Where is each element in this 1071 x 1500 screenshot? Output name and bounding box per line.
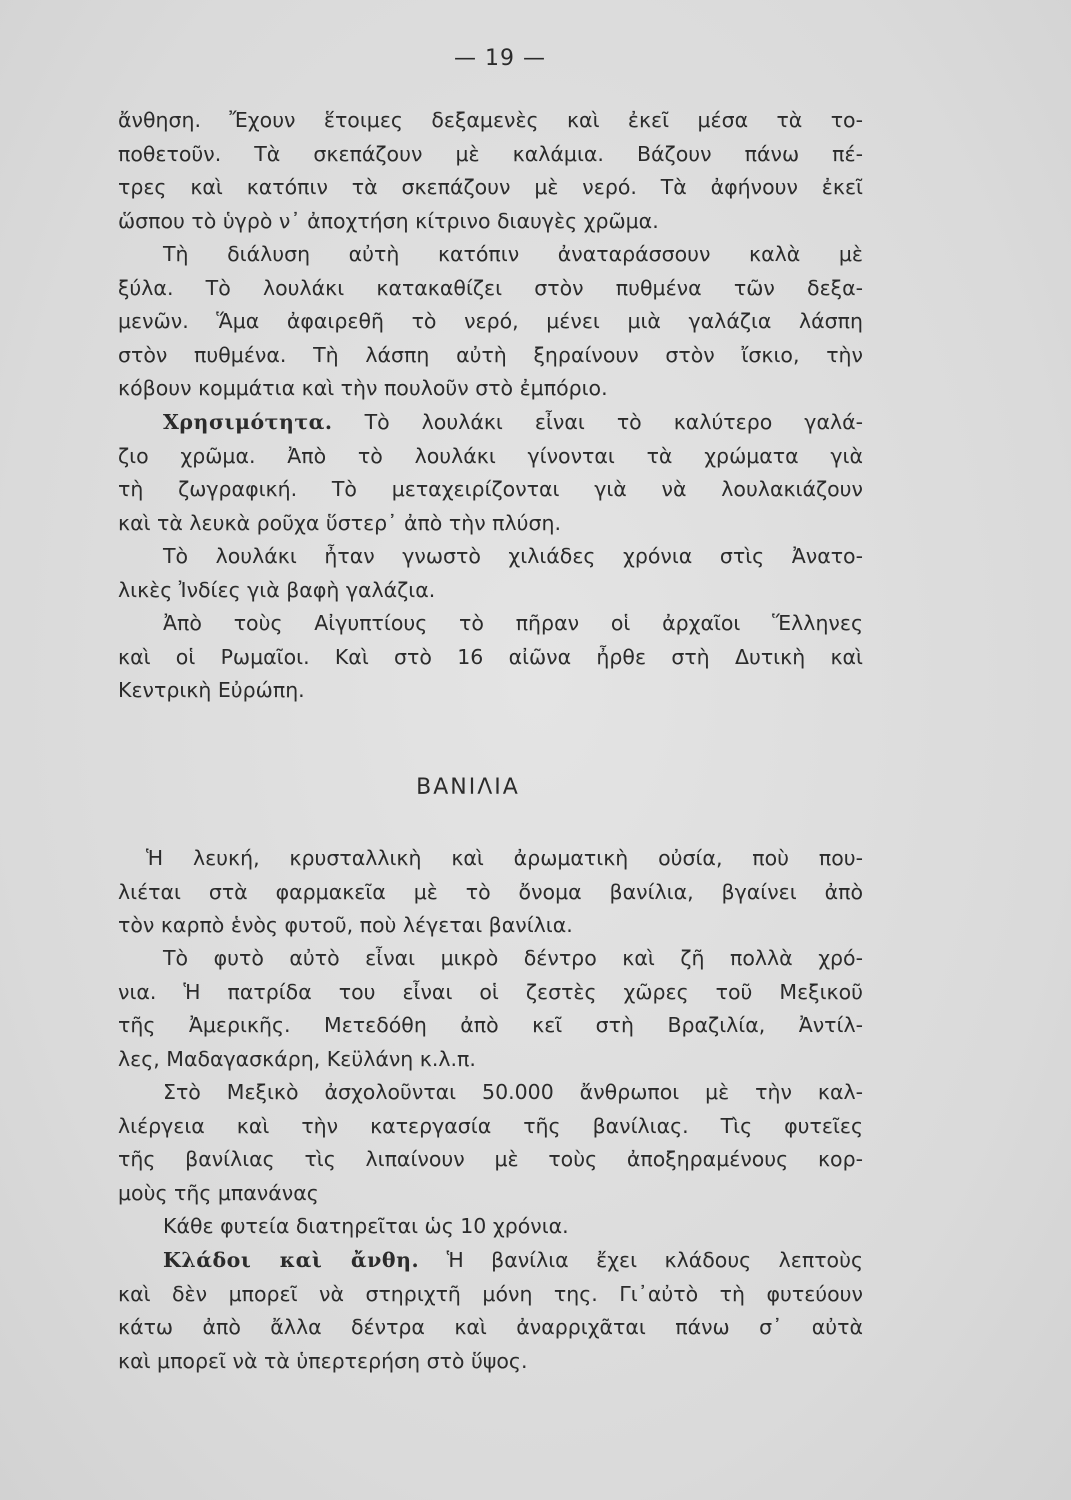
text-line: ἄνθηση. Ἔχουν ἕτοιμες δεξαμενὲς καὶ ἐκεῖ μέσα τὰ το- xyxy=(118,108,863,132)
text-line: λικὲς Ἰνδίες γιὰ βαφὴ γαλάζια. xyxy=(118,577,436,602)
text-line: Τὴ διάλυση αὐτὴ κατόπιν ἀναταράσσουν καλὰ μὲ xyxy=(163,242,863,266)
text-line: κάτω ἀπὸ ἄλλα δέντρα καὶ ἀναρριχᾶται πάνω σ᾽ αὐτὰ xyxy=(118,1315,863,1339)
text-line: τὸν καρπὸ ἑνὸς φυτοῦ, ποὺ λέγεται βανίλια. xyxy=(118,913,573,937)
indigo-history-paragraph xyxy=(118,540,863,708)
text-line: Κάθε φυτεία διατηρεῖται ὡς 10 χρόνια. xyxy=(163,1214,569,1238)
branches-heading: Κλάδοι καὶ ἄνθη. xyxy=(163,1248,420,1272)
text-line xyxy=(118,1244,863,1278)
text-line: Ἡ λευκή, κρυσταλλικὴ καὶ ἀρωματικὴ οὐσία, ποὺ που- xyxy=(146,846,863,870)
page-number: — 19 — xyxy=(454,46,546,71)
text-line: τὴ ζωγραφική. Τὸ μεταχειρίζονται γιὰ νὰ λουλακιάζουν xyxy=(118,477,863,501)
text-line: Τὸ φυτὸ αὐτὸ εἶναι μικρὸ δέντρο καὶ ζῆ πολλὰ χρό- xyxy=(163,946,863,970)
usefulness-heading: Χρησιμότητα. xyxy=(163,410,333,434)
text-line: Κεντρικὴ Εὐρώπη. xyxy=(118,678,305,702)
text-line: Ἀπὸ τοὺς Αἰγυπτίους τὸ πῆραν οἱ ἀρχαῖοι Ἕλληνες xyxy=(163,611,863,635)
text-line: τῆς βανίλιας τὶς λιπαίνουν μὲ τοὺς ἀποξηραμένους κορ- xyxy=(118,1147,863,1171)
text-line: ζιο χρῶμα. Ἀπὸ τὸ λουλάκι γίνονται τὰ χρώματα γιὰ xyxy=(118,443,863,468)
indigo-processing-paragraph xyxy=(118,104,863,406)
text-line: λιέται στὰ φαρμακεῖα μὲ τὸ ὄνομα βανίλια, βγαίνει ἀπὸ xyxy=(118,879,863,904)
text-line: καὶ δὲν μπορεῖ νὰ στηριχτῆ μόνη της. Γι᾽αὐτὸ τὴ φυτεύουν xyxy=(118,1281,863,1306)
text-line: μενῶν. Ἅμα ἀφαιρεθῆ τὸ νερό, μένει μιὰ γαλάζια λάσπη xyxy=(118,309,863,333)
branches-paragraph xyxy=(118,1244,863,1378)
text-line: Τὸ λουλάκι ἦταν γνωστὸ χιλιάδες χρόνια στὶς Ἀνατο- xyxy=(163,544,863,568)
text-line: ποθετοῦν. Τὰ σκεπάζουν μὲ καλάμια. Βάζουν πάνω πέ- xyxy=(118,141,863,166)
text-line: νια. Ἡ πατρίδα του εἶναι οἱ ζεστὲς χῶρες τοῦ Μεξικοῦ xyxy=(118,979,863,1004)
text-line: Στὸ Μεξικὸ ἀσχολοῦνται 50.000 ἄνθρωποι μὲ τὴν καλ- xyxy=(163,1080,863,1104)
text-line: καὶ μπορεῖ νὰ τὰ ὑπερτερήση στὸ ὕψος. xyxy=(118,1348,528,1373)
section-title-vanilla: ΒΑΝΙΛΙΑ xyxy=(416,775,520,800)
text-line: καὶ οἱ Ρωμαῖοι. Καὶ στὸ 16 αἰῶνα ἦρθε στὴ Δυτικὴ καὶ xyxy=(118,644,863,669)
text-line: ξύλα. Τὸ λουλάκι κατακαθίζει στὸν πυθμένα τῶν δεξα- xyxy=(118,275,863,300)
text-line: τρες καὶ κατόπιν τὰ σκεπάζουν μὲ νερό. Τὰ ἀφήνουν ἐκεῖ xyxy=(118,175,863,199)
vanilla-mexico-paragraph xyxy=(118,1076,863,1244)
vanilla-plant-paragraph xyxy=(118,942,863,1076)
text-line: ὥσπου τὸ ὑγρὸ ν᾽ ἀποχτήση κίτρινο διαυγὲς χρῶμα. xyxy=(118,208,659,233)
vanilla-intro-paragraph xyxy=(118,842,863,943)
text-line: μοὺς τῆς μπανάνας xyxy=(118,1180,319,1205)
usefulness-first-line: Τὸ λουλάκι εἶναι τὸ καλύτερο γαλά- xyxy=(332,410,863,434)
text-line: κόβουν κομμάτια καὶ τὴν πουλοῦν στὸ ἐμπόριο. xyxy=(118,376,608,400)
text-line: λες, Μαδαγασκάρη, Κεϋλάνη κ.λ.π. xyxy=(118,1046,476,1071)
text-line xyxy=(118,406,863,440)
branches-first-line: Ἡ βανίλια ἔχει κλάδους λεπτοὺς xyxy=(419,1248,863,1272)
text-line: λιέργεια καὶ τὴν κατεργασία τῆς βανίλιας. Τὶς φυτεῖες xyxy=(118,1113,863,1138)
text-line: καὶ τὰ λευκὰ ροῦχα ὕστερ᾽ ἀπὸ τὴν πλύση. xyxy=(118,510,562,535)
usefulness-paragraph xyxy=(118,406,863,540)
text-line: τῆς Ἀμερικῆς. Μετεδόθη ἀπὸ κεῖ στὴ Βραζιλία, Ἀντίλ- xyxy=(118,1013,863,1037)
text-line: στὸν πυθμένα. Τὴ λάσπη αὐτὴ ξηραίνουν στὸν ἴσκιο, τὴν xyxy=(118,342,863,367)
